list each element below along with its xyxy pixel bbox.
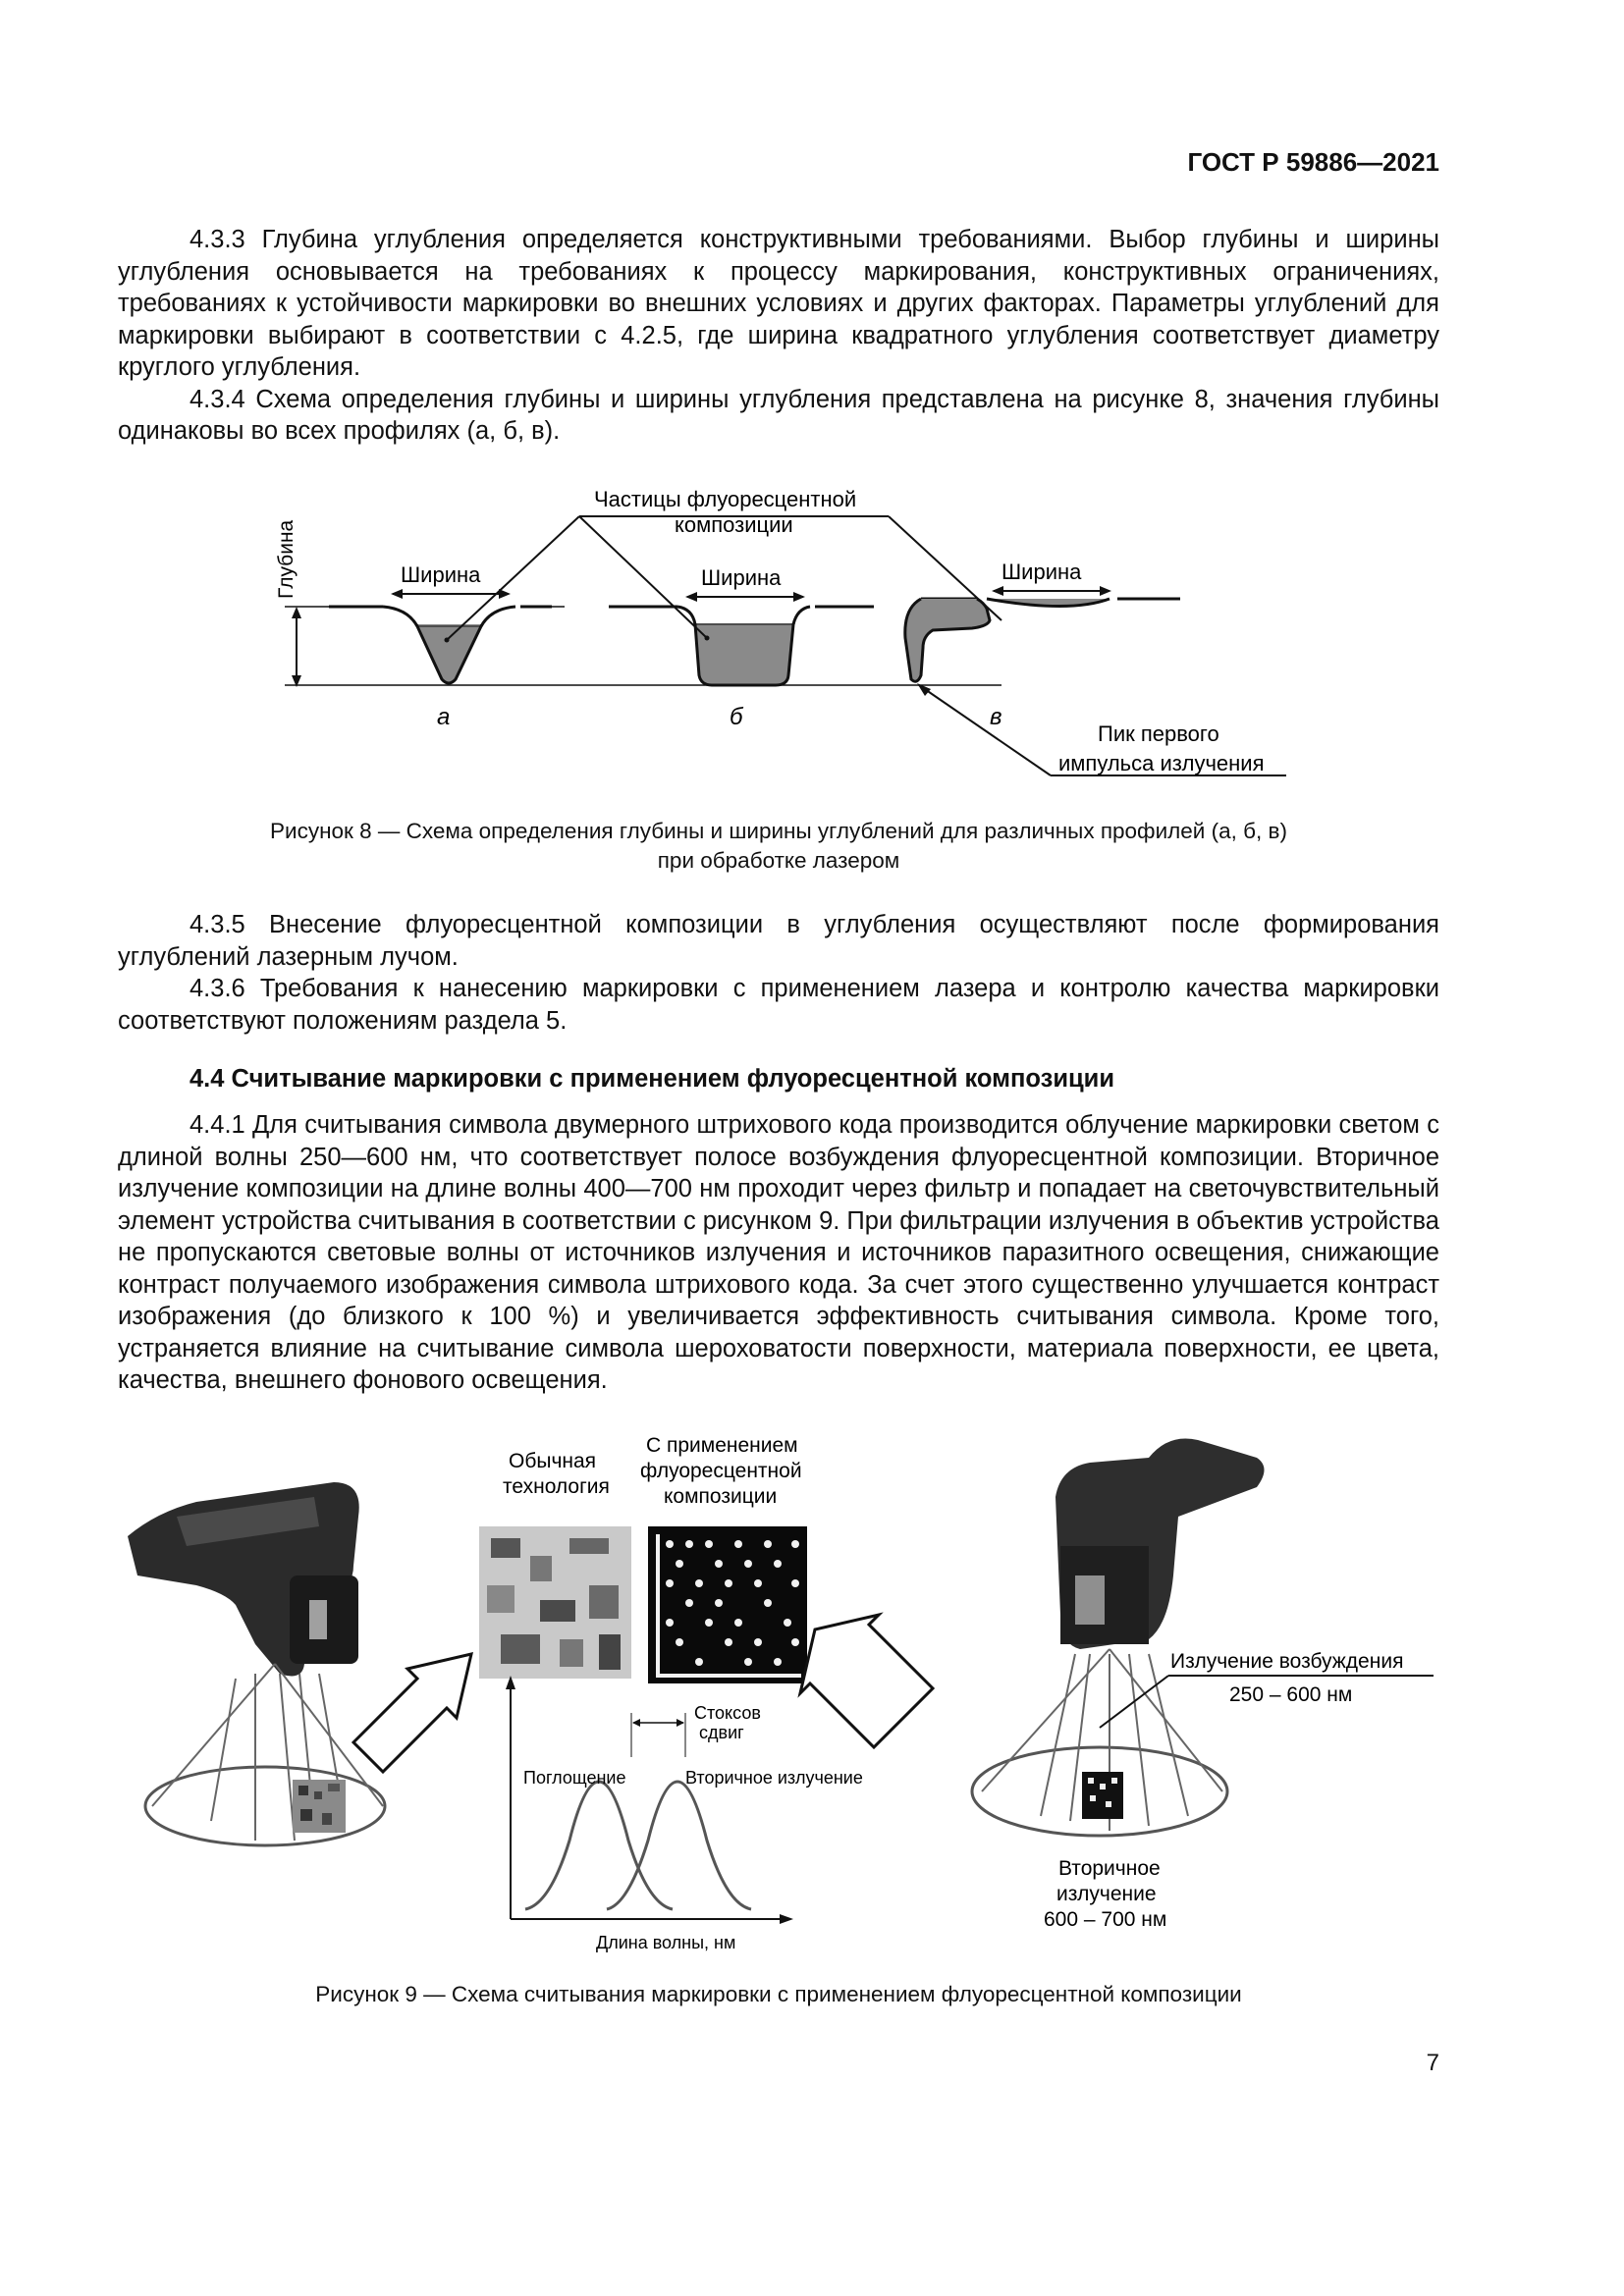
peak-label-line1: Пик первого (1098, 721, 1219, 746)
scanner-left-image (128, 1482, 359, 1676)
page-number: 7 (1426, 2050, 1439, 2076)
paragraph-4-4-1: 4.4.1 Для считывания символа двумерного штрихового кода производится облучение маркировки светом с длиной волны 250—600 нм, что соответствует полосе возбуждения флуоресцентной композиции. Вторичное излучение композиции на длине волны 400—700 нм проходит через фильтр и попадает на светочувствительный элемент устройства считывания в соответствии с рисунком 9. При фильтрации излучения в объектив устройства не пропускаются световые волны от источников излучения и источников паразитного освещения, снижающие контраст получаемого изображения символа штрихового кода. За счет этого существенно улучшается контраст изображения (до близкого к 100 %) и увеличивается эффективность считывания символа. Кроме того, устраняется влияние на считывание символа шероховатости поверхности, материала поверхности, ее цвета, качества, внешнего фонового освещения. (118, 1111, 1439, 1394)
width-label-b: Ширина (701, 565, 782, 590)
usual-tech-label-line2: технология (503, 1475, 610, 1498)
secondary-emission-label: Вторичное излучение (685, 1768, 863, 1788)
paragraphs-4-3-5-4-3-6 (118, 909, 1439, 1037)
peak-label-line2: импульса излучения (1058, 751, 1265, 775)
document-code: ГОСТ Р 59886—2021 (1187, 147, 1439, 177)
section-heading-4-4: 4.4 Считывание маркировки с применением флуоресцентной композиции (189, 1065, 1115, 1093)
figure-8-caption (118, 817, 1439, 876)
stokes-label-line2: сдвиг (699, 1723, 744, 1742)
fluor-label-line1: С применением (646, 1434, 798, 1457)
excitation-label-line2: 250 – 600 нм (1229, 1683, 1353, 1706)
secondary-label-line2: излучение (1056, 1883, 1157, 1905)
secondary-label-line3: 600 – 700 нм (1044, 1908, 1167, 1931)
figure-8 (245, 471, 1355, 795)
profile-c-label: в (990, 704, 1002, 730)
profile-c-groove (905, 599, 990, 681)
profile-b-label: б (730, 704, 743, 730)
fluorescent-code-image (648, 1526, 807, 1683)
usual-tech-label-line1: Обычная (509, 1450, 597, 1472)
usual-technology-code-image (479, 1526, 631, 1679)
right-transfer-arrow (800, 1615, 933, 1747)
absorption-label: Поглощение (523, 1768, 626, 1788)
width-label-c: Ширина (1001, 560, 1082, 584)
figure-8-caption-line2: при обработке лазером (657, 848, 900, 873)
right-marking-symbol (1082, 1772, 1123, 1819)
width-label-a: Ширина (401, 562, 481, 587)
left-marking-symbol (293, 1780, 346, 1833)
particles-label-line2: композиции (675, 512, 793, 537)
paragraph-4-3-4: 4.3.4 Схема определения глубины и ширины углубления представлена на рисунке 8, значения глубины одинаковы во всех профилях (а, б, в). (118, 385, 1439, 445)
left-illumination-cone (145, 1664, 385, 1845)
excitation-label-line1: Излучение возбуждения (1170, 1650, 1404, 1673)
stokes-label-line1: Стоксов (694, 1703, 761, 1723)
depth-label: Глубина (275, 519, 298, 599)
particles-label-line1: Частицы флуоресцентной (594, 487, 857, 511)
absorption-curve (525, 1782, 673, 1909)
fluor-label-line2: флуоресцентной (640, 1460, 802, 1482)
wavelength-axis-label: Длина волны, нм (596, 1933, 736, 1952)
paragraphs-4-3-3-4-3-4 (118, 224, 1439, 448)
paragraph-4-3-5: 4.3.5 Внесение флуоресцентной композиции в углубления осуществляют после формирования углублений лазерным лучом. (118, 911, 1439, 971)
paragraph-4-3-6: 4.3.6 Требования к нанесению маркировки с применением лазера и контролю качества маркировки соответствуют положениям раздела 5. (118, 975, 1439, 1035)
profile-a-label: а (437, 704, 451, 730)
figure-9 (118, 1428, 1473, 1988)
fluor-label-line3: композиции (664, 1485, 778, 1508)
spectrum-plot (506, 1676, 863, 1952)
left-transfer-arrow (353, 1654, 471, 1772)
figure-9-caption: Рисунок 9 — Схема считывания маркировки с применением флуоресцентной композиции (315, 1982, 1242, 2006)
figure-8-caption-line1: Рисунок 8 — Схема определения глубины и ширины углублений для различных профилей (а, б, в) (270, 819, 1287, 843)
paragraph-4-3-3: 4.3.3 Глубина углубления определяется конструктивными требованиями. Выбор глубины и ширины углубления основывается на требованиях к процессу маркирования, конструктивных ограничениях, требованиях к устойчивости маркировки во внешних условиях и других факторах. Параметры углублений для маркировки выбирают в соответствии с 4.2.5, где ширина квадратного углубления соответствует диаметру круглого углубления. (118, 226, 1439, 381)
scanner-right-image (1056, 1438, 1265, 1649)
secondary-label-line1: Вторичное (1058, 1857, 1161, 1880)
paragraphs-4-4-1 (118, 1109, 1439, 1397)
